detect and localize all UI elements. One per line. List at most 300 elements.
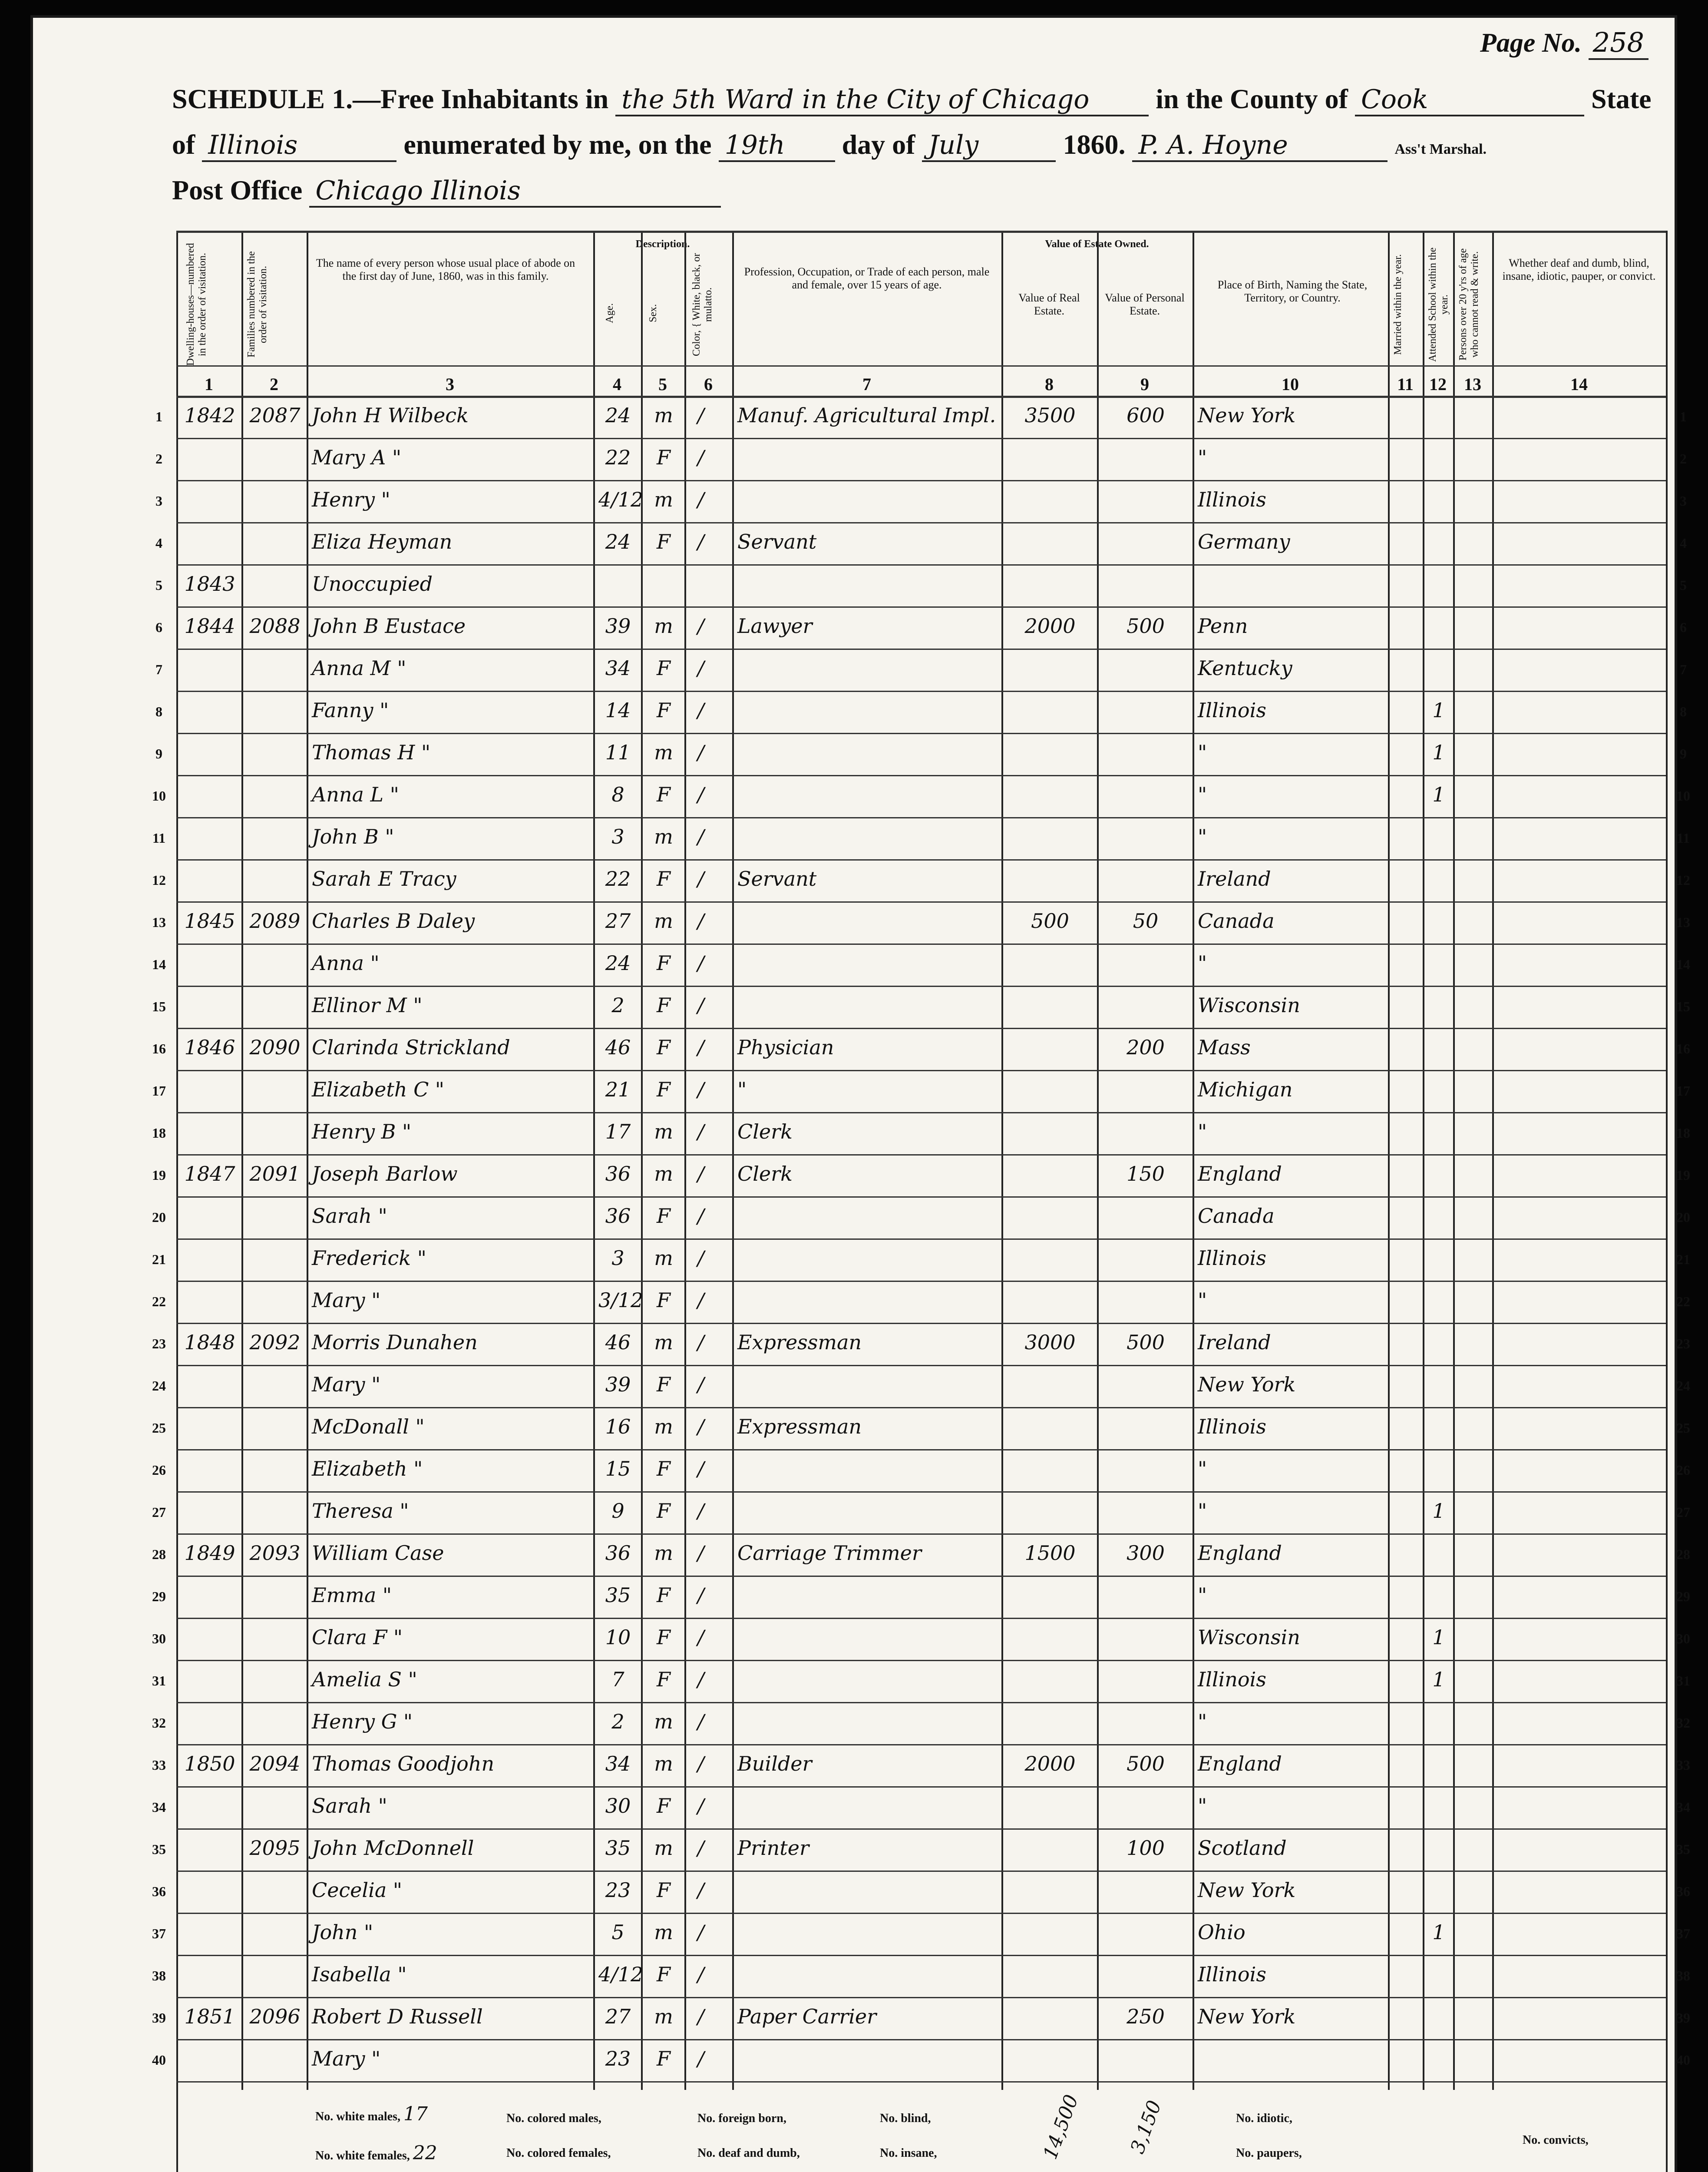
row-rule [176, 1407, 1666, 1408]
cell-sex: F [657, 1373, 671, 1396]
cell-age: 34 [605, 656, 631, 680]
cell-age: 24 [605, 404, 631, 427]
cell-school: 1 [1432, 699, 1445, 722]
row-rule [176, 1618, 1666, 1619]
cell-age: 4/12 [598, 1963, 644, 1986]
description-header: Description. [635, 238, 690, 250]
cell-name: Theresa " [312, 1499, 409, 1523]
cell-occ: Carriage Trimmer [737, 1541, 922, 1565]
line-number: 21 [1676, 1252, 1690, 1267]
cell-real: 2000 [1024, 614, 1076, 638]
cell-sex: m [654, 488, 673, 511]
cell-name: Ellinor M " [312, 993, 423, 1017]
cell-name: Amelia S " [312, 1668, 417, 1691]
cell-sex: F [657, 1626, 671, 1649]
cell-birth: Ireland [1198, 867, 1271, 891]
cell-name: Emma " [312, 1583, 392, 1607]
row-rule [176, 1238, 1666, 1240]
cell-sex: m [654, 1415, 673, 1438]
cell-name: Sarah E Tracy [312, 867, 456, 891]
line-number: 28 [1676, 1546, 1690, 1562]
cell-sex: F [657, 1204, 671, 1228]
cell-occ: Expressman [737, 1331, 862, 1354]
row-rule [176, 986, 1666, 987]
cell-birth: England [1198, 1162, 1282, 1185]
cell-sex: F [657, 1794, 671, 1818]
col-school-header: Attended School within the year. [1427, 247, 1450, 362]
line-number: 40 [1676, 2052, 1690, 2068]
line-number: 31 [152, 1673, 166, 1689]
line-number: 34 [152, 1799, 166, 1815]
cell-name: John " [312, 1920, 373, 1944]
cell-birth: Wisconsin [1198, 993, 1300, 1017]
cell-sex: F [657, 951, 671, 975]
line-number: 17 [1676, 1083, 1690, 1099]
line-number: 32 [1676, 1715, 1690, 1731]
line-number: 2 [155, 451, 162, 467]
row-rule [176, 1702, 1666, 1703]
cell-birth: Illinois [1198, 488, 1266, 511]
cell-dw: 1842 [184, 404, 235, 427]
cell-dw: 1850 [184, 1752, 235, 1775]
row-rule [176, 1576, 1666, 1577]
line-number: 33 [1676, 1757, 1690, 1773]
color-tick-mark: / [697, 1794, 704, 1818]
color-tick-mark: / [697, 993, 704, 1017]
cell-birth: Canada [1198, 1204, 1275, 1228]
cell-name: Mary " [312, 1373, 381, 1396]
cell-dw: 1849 [184, 1541, 235, 1565]
line-number: 19 [1676, 1167, 1690, 1183]
cell-birth: Illinois [1198, 1246, 1266, 1270]
cell-age: 23 [605, 2047, 631, 2070]
row-rule [176, 1913, 1666, 1914]
cell-age: 39 [605, 614, 631, 638]
column-number: 3 [446, 374, 454, 394]
column-number-rule [176, 365, 1666, 367]
line-number: 9 [1680, 746, 1687, 762]
row-rule [176, 775, 1666, 776]
cell-real: 2000 [1024, 1752, 1076, 1775]
cell-occ: Servant [737, 867, 817, 891]
cell-name: Frederick " [312, 1246, 426, 1270]
color-tick-mark: / [697, 1288, 704, 1312]
line-number: 16 [152, 1041, 166, 1056]
cell-age: 15 [605, 1457, 631, 1480]
real-estate-total: 14,500 [1039, 2092, 1083, 2162]
color-tick-mark: / [697, 867, 704, 891]
cell-age: 27 [605, 2005, 631, 2028]
cell-age: 34 [605, 1752, 631, 1775]
cell-occ: Manuf. Agricultural Impl. [737, 404, 996, 427]
color-tick-mark: / [697, 488, 704, 511]
color-tick-mark: / [697, 951, 704, 975]
cell-occ: Servant [737, 530, 817, 553]
page-number: Page No. 258 [1480, 26, 1649, 59]
color-tick-mark: / [697, 1541, 704, 1565]
cell-name: Henry " [312, 488, 390, 511]
line-number: 14 [152, 957, 166, 972]
cell-age: 16 [605, 1415, 631, 1438]
cell-name: McDonall " [312, 1415, 425, 1438]
cell-sex: F [657, 699, 671, 722]
convicts-label: No. convicts, [1523, 2133, 1589, 2147]
cell-sex: F [657, 1499, 671, 1523]
cell-birth: " [1198, 783, 1207, 806]
cell-occ: Builder [737, 1752, 812, 1775]
cell-birth: Germany [1198, 530, 1290, 553]
idiotic-label: No. idiotic, [1236, 2112, 1292, 2125]
color-tick-mark: / [697, 1752, 704, 1775]
line-number: 29 [152, 1589, 166, 1604]
blind-label: No. blind, [880, 2112, 931, 2125]
cell-birth: " [1198, 951, 1207, 975]
foreign-born-label: No. foreign born, [697, 2112, 786, 2125]
column-rule [1097, 231, 1099, 2090]
census-table [152, 231, 1690, 2172]
cell-birth: England [1198, 1541, 1282, 1565]
line-number: 6 [1680, 619, 1687, 635]
row-rule [176, 691, 1666, 692]
cell-birth: Illinois [1198, 1963, 1266, 1986]
cell-age: 36 [605, 1162, 631, 1185]
cell-age: 3 [611, 1246, 624, 1270]
cell-occ: Paper Carrier [737, 2005, 877, 2028]
line-number: 22 [1676, 1294, 1690, 1309]
cell-sex: F [657, 656, 671, 680]
cell-age: 11 [605, 741, 631, 764]
line-number: 20 [1676, 1209, 1690, 1225]
cell-age: 39 [605, 1373, 631, 1396]
cell-sex: m [654, 1920, 673, 1944]
cell-sex: m [654, 1836, 673, 1860]
column-number: 5 [658, 374, 667, 394]
cell-name: Anna M " [312, 656, 406, 680]
color-tick-mark: / [697, 656, 704, 680]
cell-age: 4/12 [598, 488, 644, 511]
cell-sex: F [657, 1878, 671, 1902]
cell-sex: m [654, 1752, 673, 1775]
cell-school: 1 [1432, 1668, 1445, 1691]
line-number: 36 [152, 1884, 166, 1899]
row-rule [176, 1871, 1666, 1872]
line-number: 30 [1676, 1631, 1690, 1646]
cell-age: 10 [605, 1626, 631, 1649]
column-number: 7 [862, 374, 871, 394]
cell-name: Anna " [312, 951, 380, 975]
cell-dw: 1845 [184, 909, 235, 933]
line-number: 15 [152, 999, 166, 1014]
white-males-total: No. white males, 17 [315, 2103, 428, 2125]
cell-birth: England [1198, 1752, 1282, 1775]
cell-sex: m [654, 825, 673, 848]
color-tick-mark: / [697, 1457, 704, 1480]
cell-sex: F [657, 530, 671, 553]
column-number: 9 [1140, 374, 1149, 394]
cell-name: Clarinda Strickland [312, 1036, 510, 1059]
cell-birth: Illinois [1198, 1668, 1266, 1691]
cell-birth: Wisconsin [1198, 1626, 1300, 1649]
cell-name: Thomas Goodjohn [312, 1752, 495, 1775]
cell-birth: Penn [1198, 614, 1248, 638]
color-tick-mark: / [697, 446, 704, 469]
cell-sex: F [657, 993, 671, 1017]
cell-occ: Physician [737, 1036, 834, 1059]
cell-sex: F [657, 867, 671, 891]
row-rule [176, 1786, 1666, 1788]
line-number: 10 [152, 788, 166, 804]
cell-pers: 250 [1127, 2005, 1165, 2028]
cell-sex: F [657, 1288, 671, 1312]
line-number: 20 [152, 1209, 166, 1225]
cell-sex: m [654, 1541, 673, 1565]
cell-sex: m [654, 909, 673, 933]
cell-pers: 150 [1127, 1162, 1165, 1185]
cell-name: Mary " [312, 1288, 381, 1312]
cell-school: 1 [1432, 741, 1445, 764]
cell-age: 46 [605, 1036, 631, 1059]
cell-age: 22 [605, 867, 631, 891]
column-number: 6 [704, 374, 713, 394]
cell-sex: F [657, 1668, 671, 1691]
white-females-total: No. white females, 22 [315, 2142, 437, 2164]
deaf-dumb-label: No. deaf and dumb, [697, 2146, 800, 2160]
color-tick-mark: / [697, 1373, 704, 1396]
line-number: 14 [1676, 957, 1690, 972]
cell-age: 46 [605, 1331, 631, 1354]
cell-age: 35 [605, 1836, 631, 1860]
line-number: 5 [155, 577, 162, 593]
cell-pers: 500 [1127, 614, 1165, 638]
cell-sex: m [654, 1710, 673, 1733]
cell-sex: F [657, 2047, 671, 2070]
line-number: 23 [152, 1336, 166, 1351]
line-number: 36 [1676, 1884, 1690, 1899]
header-line-3: Post Office Chicago Illinois [172, 174, 1649, 208]
line-number: 5 [1680, 577, 1687, 593]
cell-name: John B " [312, 825, 394, 848]
color-tick-mark: / [697, 1162, 704, 1185]
cell-occ: Clerk [737, 1162, 793, 1185]
cell-dw: 1851 [184, 2005, 235, 2028]
cell-sex: F [657, 1583, 671, 1607]
column-rule [307, 231, 308, 2090]
cell-name: Anna L " [312, 783, 399, 806]
cell-dw: 1848 [184, 1331, 235, 1354]
cell-age: 14 [605, 699, 631, 722]
cell-occ: Lawyer [737, 614, 813, 638]
cell-name: William Case [312, 1541, 444, 1565]
line-number: 12 [1676, 872, 1690, 888]
cell-birth: Illinois [1198, 699, 1266, 722]
line-number: 8 [1680, 704, 1687, 719]
line-number: 6 [155, 619, 162, 635]
line-number: 38 [152, 1968, 166, 1983]
line-number: 27 [152, 1504, 166, 1520]
cell-fam: 2094 [249, 1752, 301, 1775]
row-rule [176, 733, 1666, 734]
color-tick-mark: / [697, 1078, 704, 1101]
row-rule [176, 1323, 1666, 1324]
cell-sex: m [654, 1120, 673, 1143]
line-number: 18 [1676, 1125, 1690, 1141]
cell-fam: 2096 [249, 2005, 301, 2028]
row-rule [176, 817, 1666, 818]
column-rule [1453, 231, 1455, 2090]
cell-age: 22 [605, 446, 631, 469]
line-number: 7 [1680, 662, 1687, 677]
color-tick-mark: / [697, 1920, 704, 1944]
row-rule [176, 564, 1666, 566]
row-rule [176, 396, 1666, 398]
cell-pers: 50 [1133, 909, 1159, 933]
cell-birth: " [1198, 1499, 1207, 1523]
cell-age: 9 [611, 1499, 624, 1523]
row-rule [176, 522, 1666, 523]
color-tick-mark: / [697, 1499, 704, 1523]
cell-name: Sarah " [312, 1204, 387, 1228]
line-number: 1 [155, 409, 162, 424]
colored-females-label: No. colored females, [506, 2146, 611, 2160]
row-rule [176, 438, 1666, 439]
column-rule [1492, 231, 1494, 2090]
column-rule [593, 231, 595, 2090]
line-number: 10 [1676, 788, 1690, 804]
cell-pers: 200 [1127, 1036, 1165, 1059]
cell-name: Thomas H " [312, 741, 431, 764]
color-tick-mark: / [697, 1331, 704, 1354]
cell-name: John B Eustace [312, 614, 466, 638]
line-number: 24 [152, 1378, 166, 1394]
row-rule [176, 1365, 1666, 1366]
line-number: 11 [1676, 830, 1690, 846]
col-age-header: Age. [604, 303, 615, 323]
line-number: 8 [155, 704, 162, 719]
line-number: 21 [152, 1252, 166, 1267]
line-number: 24 [1676, 1378, 1690, 1394]
cell-real: 1500 [1024, 1541, 1076, 1565]
line-number: 15 [1676, 999, 1690, 1014]
cell-birth: Illinois [1198, 1415, 1266, 1438]
line-number: 27 [1676, 1504, 1690, 1520]
cell-birth: New York [1198, 2005, 1296, 2028]
cell-name: Fanny " [312, 699, 389, 722]
cell-name: Joseph Barlow [312, 1162, 458, 1185]
row-rule [176, 2039, 1666, 2040]
cell-age: 2 [611, 1710, 624, 1733]
line-number: 23 [1676, 1336, 1690, 1351]
cell-fam: 2091 [249, 1162, 301, 1185]
cell-birth: Michigan [1198, 1078, 1293, 1101]
cell-name: Mary A " [312, 446, 402, 469]
color-tick-mark: / [697, 530, 704, 553]
row-rule [176, 1533, 1666, 1535]
column-number: 13 [1464, 374, 1481, 394]
cell-age: 3/12 [598, 1288, 644, 1312]
line-number: 38 [1676, 1968, 1690, 1983]
col-condition-header: Whether deaf and dumb, blind, insane, idiotic, pauper, or convict. [1502, 257, 1656, 282]
cell-birth: New York [1198, 404, 1296, 427]
cell-age: 21 [605, 1078, 631, 1101]
col-real-estate-header: Value of Real Estate. [1018, 291, 1080, 317]
cell-school: 1 [1432, 1626, 1445, 1649]
col-sex-header: Sex. [648, 304, 659, 322]
line-number: 4 [155, 535, 162, 551]
cell-age: 36 [605, 1204, 631, 1228]
cell-name: Elizabeth C " [312, 1078, 445, 1101]
cell-sex: m [654, 1246, 673, 1270]
color-tick-mark: / [697, 1878, 704, 1902]
line-number: 22 [152, 1294, 166, 1309]
personal-estate-total: 3,150 [1126, 2097, 1166, 2157]
cell-dw: 1847 [184, 1162, 235, 1185]
row-rule [176, 1154, 1666, 1156]
cell-school: 1 [1432, 1920, 1445, 1944]
cell-name: Eliza Heyman [312, 530, 453, 553]
row-rule [176, 1449, 1666, 1450]
color-tick-mark: / [697, 1710, 704, 1733]
cell-age: 27 [605, 909, 631, 933]
column-number: 1 [205, 374, 213, 394]
col-birthplace-header: Place of Birth, Naming the State, Territory, or Country. [1217, 278, 1368, 304]
cell-birth: Kentucky [1198, 656, 1292, 680]
line-number: 33 [152, 1757, 166, 1773]
column-rule [1001, 231, 1003, 2090]
line-number: 18 [152, 1125, 166, 1141]
cell-name: Henry G " [312, 1710, 413, 1733]
row-rule [176, 1112, 1666, 1113]
column-number: 11 [1397, 374, 1414, 394]
line-number: 39 [152, 2010, 166, 2026]
color-tick-mark: / [697, 1120, 704, 1143]
column-number: 2 [270, 374, 278, 394]
cell-birth: New York [1198, 1878, 1296, 1902]
column-rule [241, 231, 243, 2090]
col-occupation-header: Profession, Occupation, or Trade of each person, male and female, over 15 years of age. [744, 265, 990, 291]
cell-name: Unoccupied [312, 572, 433, 596]
line-number: 35 [1676, 1841, 1690, 1857]
row-rule [176, 901, 1666, 903]
cell-name: Isabella " [312, 1963, 407, 1986]
cell-birth: " [1198, 825, 1207, 848]
line-number: 28 [152, 1546, 166, 1562]
cell-name: Mary " [312, 2047, 381, 2070]
col-illiterate-header: Persons over 20 y'rs of age who cannot read & write. [1457, 248, 1480, 361]
line-number: 37 [152, 1926, 166, 1941]
cell-fam: 2090 [249, 1036, 301, 1059]
cell-pers: 600 [1127, 404, 1165, 427]
colored-males-label: No. colored males, [506, 2112, 601, 2125]
cell-sex: m [654, 1331, 673, 1354]
column-number: 12 [1429, 374, 1447, 394]
cell-sex: F [657, 783, 671, 806]
line-number: 13 [1676, 914, 1690, 930]
cell-sex: F [657, 1036, 671, 1059]
cell-birth: " [1198, 1288, 1207, 1312]
cell-age: 8 [611, 783, 624, 806]
color-tick-mark: / [697, 1204, 704, 1228]
line-number: 32 [152, 1715, 166, 1731]
line-number: 25 [1676, 1420, 1690, 1436]
row-rule [176, 1281, 1666, 1282]
line-number: 26 [152, 1462, 166, 1478]
row-rule [176, 2081, 1666, 2083]
cell-birth: " [1198, 446, 1207, 469]
row-rule [176, 1997, 1666, 1998]
row-rule [176, 1744, 1666, 1745]
paupers-label: No. paupers, [1236, 2146, 1302, 2160]
cell-sex: F [657, 1078, 671, 1101]
